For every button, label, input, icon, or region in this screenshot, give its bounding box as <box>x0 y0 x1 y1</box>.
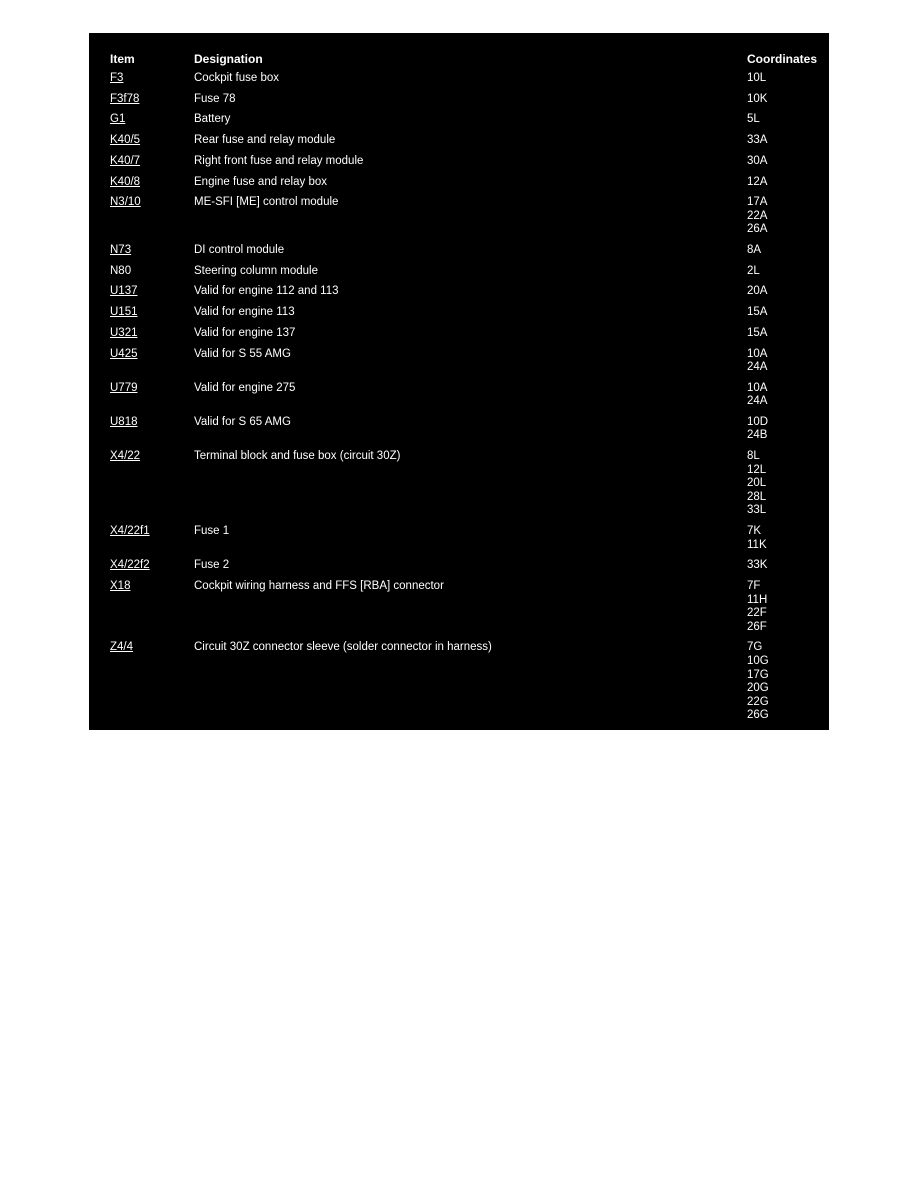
designation-text: Battery <box>194 113 231 126</box>
coordinate-value: 5L <box>747 113 760 126</box>
coordinates-cell <box>747 382 767 409</box>
coordinate-value: 20L <box>747 477 767 490</box>
designation-text: Rear fuse and relay module <box>194 134 336 147</box>
item-code-link[interactable]: K40/8 <box>110 175 141 188</box>
designation-text: Right front fuse and relay module <box>194 154 364 167</box>
coordinates-cell <box>747 327 767 341</box>
coordinates-cell <box>747 113 760 127</box>
coordinate-value: 7G <box>747 641 763 654</box>
coordinate-value: 7F <box>747 580 761 592</box>
coordinate-value: 15A <box>747 306 768 319</box>
coordinate-value: 8L <box>747 450 760 463</box>
coordinate-value: 10A <box>747 381 768 394</box>
coordinate-value: 33K <box>747 559 768 572</box>
legend-table <box>89 33 829 730</box>
coordinate-value: 33L <box>747 504 767 517</box>
coordinates-cell <box>747 265 760 279</box>
coordinate-value: 8A <box>747 244 762 256</box>
item-code-link[interactable]: U137 <box>110 285 138 298</box>
item-code-link[interactable]: Z4/4 <box>110 641 134 654</box>
coordinates-cell <box>747 348 767 375</box>
coordinate-value: 20A <box>747 285 768 298</box>
coordinate-value: 12L <box>747 463 767 476</box>
coordinate-value: 11K <box>747 538 767 551</box>
designation-text: Terminal block and fuse box (circuit 30Z) <box>194 450 401 463</box>
designation-text: Fuse 78 <box>194 92 236 105</box>
designation-text: Valid for S 65 AMG <box>194 415 291 428</box>
coordinates-cell <box>747 72 766 86</box>
item-code-link[interactable]: N3/10 <box>110 196 141 209</box>
coordinate-value: 20G <box>747 682 769 695</box>
coordinate-value: 26G <box>747 709 769 722</box>
item-code-link[interactable]: F3 <box>110 72 124 84</box>
coordinates-cell <box>747 306 767 320</box>
coordinate-value: 22A <box>747 209 768 222</box>
coordinate-value: 17A <box>747 196 768 209</box>
item-code-link[interactable]: U425 <box>110 347 138 360</box>
coordinate-value: 15A <box>747 326 768 339</box>
coordinates-cell <box>747 176 767 190</box>
coordinates-cell <box>747 155 767 169</box>
designation-text: Cockpit fuse box <box>194 72 280 84</box>
coordinates-cell <box>747 525 767 552</box>
coordinates-cell <box>747 580 767 634</box>
coordinate-value: 22F <box>747 607 767 620</box>
coordinate-value: 10D <box>747 415 769 428</box>
item-code-link[interactable]: U151 <box>110 306 138 319</box>
coordinate-value: 26A <box>747 223 768 236</box>
designation-text: Circuit 30Z connector sleeve (solder connector in harness) <box>194 641 492 654</box>
coordinate-value: 10L <box>747 72 767 84</box>
designation-text: Fuse 2 <box>194 559 230 572</box>
header-item: Item <box>110 52 135 66</box>
coordinates-cell <box>747 416 768 443</box>
coordinate-value: 24B <box>747 429 768 442</box>
header-designation: Designation <box>194 52 263 66</box>
designation-text: Valid for S 55 AMG <box>194 347 291 360</box>
item-code-link[interactable]: U818 <box>110 415 138 428</box>
coordinate-value: 17G <box>747 668 769 681</box>
item-code-link[interactable]: X4/22f1 <box>110 525 150 538</box>
coordinate-value: 10G <box>747 654 769 667</box>
coordinates-cell <box>747 134 767 148</box>
item-code-link[interactable]: F3f78 <box>110 92 140 105</box>
coordinates-cell <box>747 93 767 107</box>
item-code-link[interactable]: X4/22f2 <box>110 559 150 572</box>
designation-text: Valid for engine 275 <box>194 381 296 394</box>
coordinate-value: 12A <box>747 175 768 188</box>
designation-text: DI control module <box>194 244 285 256</box>
coordinate-value: 10A <box>747 347 768 360</box>
item-code-link[interactable]: X18 <box>110 580 131 592</box>
coordinates-cell <box>747 196 767 237</box>
coordinates-cell <box>747 450 766 518</box>
item-code-link[interactable]: G1 <box>110 113 126 126</box>
designation-text: Steering column module <box>194 264 319 277</box>
designation-text: ME-SFI [ME] control module <box>194 196 339 209</box>
designation-text: Valid for engine 113 <box>194 306 295 319</box>
coordinate-value: 28L <box>747 490 767 503</box>
item-code-link[interactable]: K40/5 <box>110 134 141 147</box>
header-coordinates: Coordinates <box>747 52 818 66</box>
designation-text: Valid for engine 137 <box>194 326 296 339</box>
designation-text: Engine fuse and relay box <box>194 175 327 188</box>
coordinate-value: 7K <box>747 525 762 538</box>
coordinate-value: 2L <box>747 264 760 277</box>
designation-text: Cockpit wiring harness and FFS [RBA] connector <box>194 580 444 592</box>
item-code-link[interactable]: X4/22 <box>110 450 141 463</box>
designation-text: Fuse 1 <box>194 525 230 538</box>
item-code: N80 <box>110 264 132 277</box>
coordinate-value: 11H <box>747 593 768 606</box>
coordinate-value: 30A <box>747 154 768 167</box>
coordinates-cell <box>747 285 767 299</box>
item-code-link[interactable]: N73 <box>110 244 132 256</box>
item-code-link[interactable]: U779 <box>110 381 138 394</box>
coordinate-value: 24A <box>747 395 768 408</box>
designation-text: Valid for engine 112 and 113 <box>194 285 339 298</box>
coordinate-value: 33A <box>747 134 768 147</box>
coordinates-cell <box>747 244 761 258</box>
coordinate-value: 22G <box>747 695 769 708</box>
item-code-link[interactable]: K40/7 <box>110 154 141 167</box>
coordinates-cell <box>747 559 767 573</box>
coordinate-value: 26F <box>747 620 767 633</box>
coordinate-value: 24A <box>747 361 768 374</box>
coordinate-value: 10K <box>747 92 768 105</box>
coordinates-cell <box>747 641 769 723</box>
item-code-link[interactable]: U321 <box>110 326 138 339</box>
